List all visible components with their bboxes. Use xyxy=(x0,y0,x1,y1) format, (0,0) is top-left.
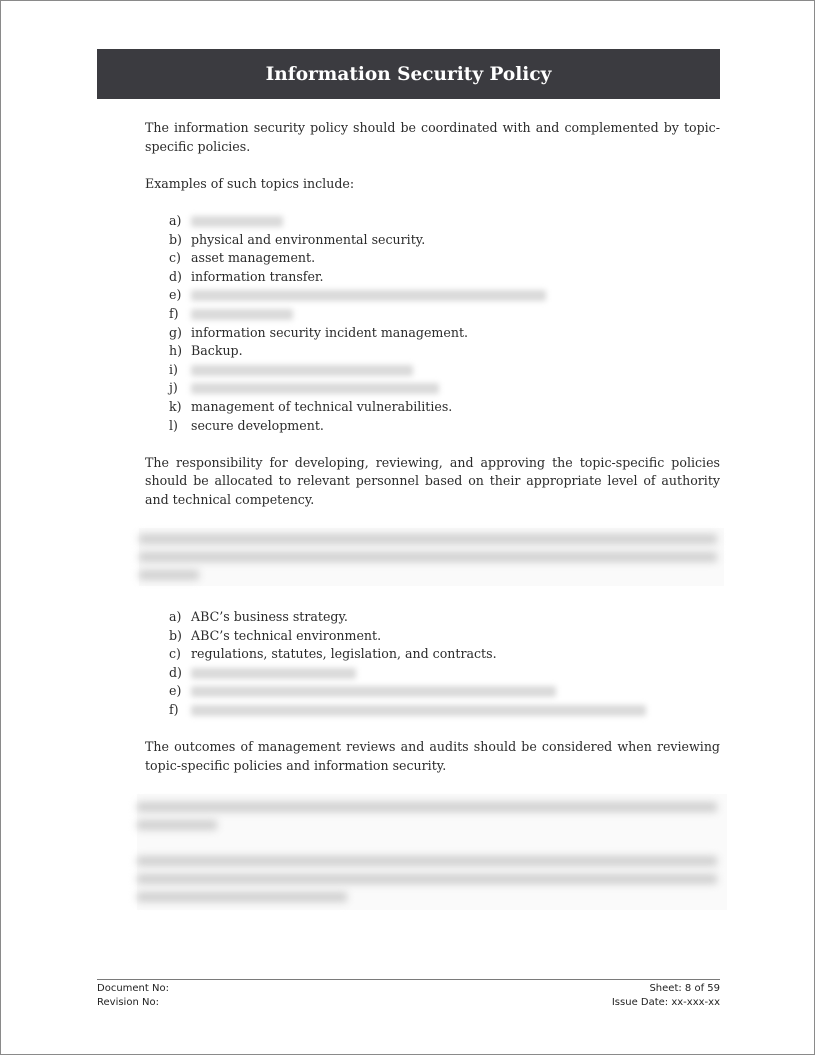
outcomes-paragraph: The outcomes of management reviews and audits should be considered when reviewing topic-specific policies and information security. xyxy=(145,739,720,773)
list-item: f) xyxy=(145,701,720,720)
list-item: a) ABC’s business strategy. xyxy=(169,609,348,625)
page-title-banner xyxy=(97,49,720,99)
document-body xyxy=(145,119,720,910)
redacted-text xyxy=(191,309,293,320)
page-title: Information Security Policy xyxy=(265,63,552,85)
revision-number-label: Revision No: xyxy=(97,997,159,1008)
list-item: b) physical and environmental security. xyxy=(169,231,426,247)
redacted-text xyxy=(191,383,439,394)
redacted-text xyxy=(191,290,546,301)
issue-date: Issue Date: xx-xxx-xx xyxy=(611,997,720,1008)
list-item: g) information security incident management. xyxy=(169,324,469,340)
list-item: d) information transfer. xyxy=(169,268,324,284)
redacted-paragraph xyxy=(139,528,724,586)
list-item: h) Backup. xyxy=(169,343,243,359)
list-item: l) secure development. xyxy=(169,417,324,433)
list-item: c) regulations, statutes, legislation, and contracts. xyxy=(169,646,497,662)
redacted-paragraph xyxy=(137,794,727,910)
sheet-number: Sheet: 8 of 59 xyxy=(649,983,720,994)
list-item: a) xyxy=(145,212,720,231)
list-item: b) ABC’s technical environment. xyxy=(169,627,382,643)
list-item: k) management of technical vulnerabilities. xyxy=(169,398,453,414)
redacted-text xyxy=(191,705,646,716)
list-item: e) xyxy=(145,286,720,305)
redacted-text xyxy=(191,365,413,376)
page-footer xyxy=(97,979,720,1010)
list-item: i) xyxy=(145,361,720,380)
list-item: d) xyxy=(145,664,720,683)
redacted-text xyxy=(191,686,556,697)
list-item: e) xyxy=(145,682,720,701)
redacted-text xyxy=(191,216,283,227)
responsibility-paragraph: The responsibility for developing, reviewing, and approving the topic-specific policies should be allocated to relevant personnel based on their appropriate level of authority and technical competency. xyxy=(145,454,720,507)
intro-paragraph: The information security policy should be coordinated with and complemented by topic-specific policies. xyxy=(145,120,720,154)
list-item: j) xyxy=(145,379,720,398)
redacted-text xyxy=(191,668,356,679)
considerations-list xyxy=(145,608,720,720)
list-item: f) xyxy=(145,305,720,324)
document-number-label: Document No: xyxy=(97,983,169,994)
topics-list xyxy=(145,212,720,435)
examples-heading: Examples of such topics include: xyxy=(145,175,355,191)
list-item: c) asset management. xyxy=(169,250,316,266)
